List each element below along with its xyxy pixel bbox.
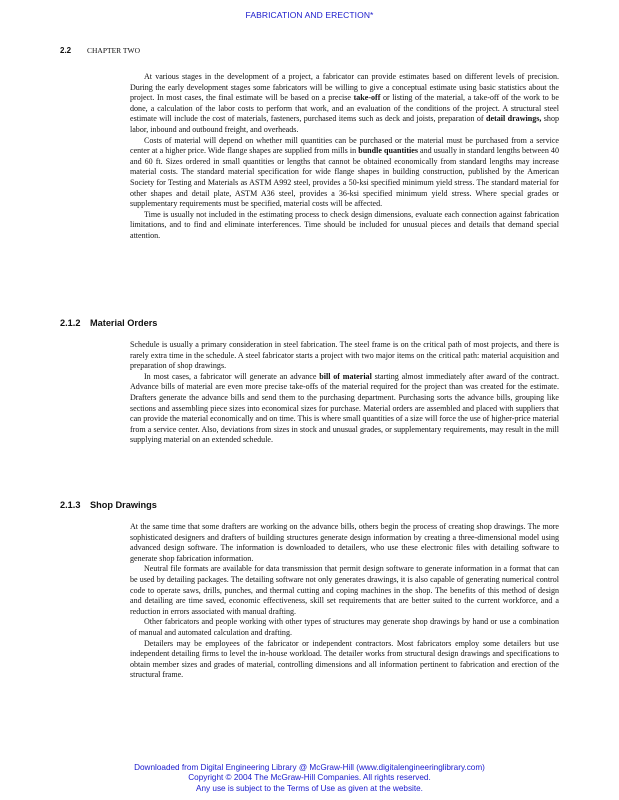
term-detail-drawings: detail drawings, [486, 114, 542, 124]
section-number: 2.1.2 [60, 318, 81, 328]
section-title: Material Orders [90, 318, 158, 328]
intro-paragraph-2: Costs of material will depend on whether mill quantities can be purchased or the material must be purchased from a service center at a higher price. Wide flange shapes are supplied from mills in bundle quantities and usually in standard lengths between 40 and 60 ft. Sizes ordered in small quantities or lengths that cannot be obtained economically from standard lengths may increase material costs. The standard material specification for wide flange shapes in building construction, published by the American Society for Testing and Materials as ASTM A992 steel, provides a 50-ksi specified minimum yield stress. The standard material for other shapes and detail plate, ASTM A36 steel, provides a 36-ksi specified minimum yield stress. Where special grades or supplementary requirements must be specified, material costs will be affected. [130, 135, 559, 209]
footer-terms-line: Any use is subject to the Terms of Use as given at the website. [196, 783, 423, 793]
term-bundle-quantities: bundle quantities [358, 146, 418, 156]
section-title: Shop Drawings [90, 500, 157, 510]
footer-copyright-line: Copyright © 2004 The McGraw-Hill Companies. All rights reserved. [188, 773, 431, 783]
shop-drawings-section [130, 522, 559, 681]
download-footer [0, 763, 619, 794]
shop-drawings-paragraph-3: Other fabricators and people working with other types of structures may generate shop drawings by hand or use a combination of manual and automated calculation and drafting. [130, 617, 559, 637]
shop-drawings-paragraph-2: Neutral file formats are available for data transmission that permit design software to generate information in a format that can be used by detailing packages. The detailing software not only generates drawings, it is also capable of generating numerical control code to operate saws, drills, punches, and thermal cutting and coping machines in the shop. The benefits of this method of design and detailing are time saved, economic effectiveness, skill set requirements that are better suited to the current workforce, and a reduction in errors associated with manual drafting. [130, 564, 559, 616]
term-take-off: take-off [353, 93, 381, 103]
intro-section [130, 72, 559, 242]
intro-paragraph-1: At various stages in the development of a project, a fabricator can provide estimates based on different levels of precision. During the early development stages some fabricators will be willing to give a conceptual estimate using basic statistics about the project. In most cases, the final estimate will be based on a precise take-off or listing of the material, a take-off of the work to be done, a calculation of the labor costs to perform that work, and an evaluation of the conditions of the project. A structural steel estimate will include the cost of materials, fasteners, purchased items such as deck and joists, preparation of detail drawings, shop labor, inbound and outbound freight, and overheads. [130, 72, 560, 134]
material-orders-section [130, 340, 559, 446]
section-heading-shop-drawings [60, 500, 157, 510]
section-heading-material-orders [60, 318, 157, 328]
section-number: 2.1.3 [60, 500, 81, 510]
material-orders-paragraph-2: In most cases, a fabricator will generate an advance bill of material starting almost immediately after award of the contract. Advance bills of material are even more precise take-offs of the material required for the project than was created for the estimate. Drafters generate the advance bills and send them to the purchasing department. Purchasing sorts the advance bills, grouping like sections and assembling piece sizes into economical sizes for purchase. Material orders are assembled and placed with suppliers that can provide the material economically and on time. This is where small quantities of a size will force the use of higher-price material from a service center. Also, deviations from sizes in stock and unusual grades, or supplementary requirements, may result in the mill supplying material on an extended schedule. [130, 371, 560, 445]
intro-paragraph-3: Time is usually not included in the estimating process to check design dimensions, evaluate each connection against fabrication limitations, and to find and eliminate interferences. Time should be included for unusual pieces and details that demand special attention. [130, 209, 559, 240]
term-bill-of-material: bill of material [319, 371, 372, 381]
shop-drawings-paragraph-4: Detailers may be employees of the fabricator or independent contractors. Most fabricators employ some detailers but use independent detailing firms to level the in-house workload. The detailer works from structural design drawings and specifications to obtain member sizes and grades of material, controlling dimensions and all information pertinent to fabrication and erection of the structural frame. [130, 638, 559, 680]
page-number: 2.2 [60, 46, 72, 55]
footer-download-line[interactable]: Downloaded from Digital Engineering Library @ McGraw-Hill (www.digitalengineeringlibrary.com) [134, 763, 485, 772]
shop-drawings-paragraph-1: At the same time that some drafters are working on the advance bills, others begin the process of creating shop drawings. The more sophisticated designers and drafters of building structures generate design information by creating a three-dimensional model using advanced design software. The information is downloaded to detailers, who use these electronic files with detailing software to generate shop fabrication information. [130, 522, 559, 563]
running-head [60, 46, 140, 55]
material-orders-paragraph-1: Schedule is usually a primary consideration in steel fabrication. The steel frame is on the critical path of most projects, and there is rarely extra time in the schedule. A steel fabricator starts a project with two major items on the critical path: material acquisition and preparation of shop drawings. [130, 340, 559, 371]
chapter-label: CHAPTER TWO [87, 46, 140, 55]
book-section-header: FABRICATION AND ERECTION* [245, 10, 374, 20]
